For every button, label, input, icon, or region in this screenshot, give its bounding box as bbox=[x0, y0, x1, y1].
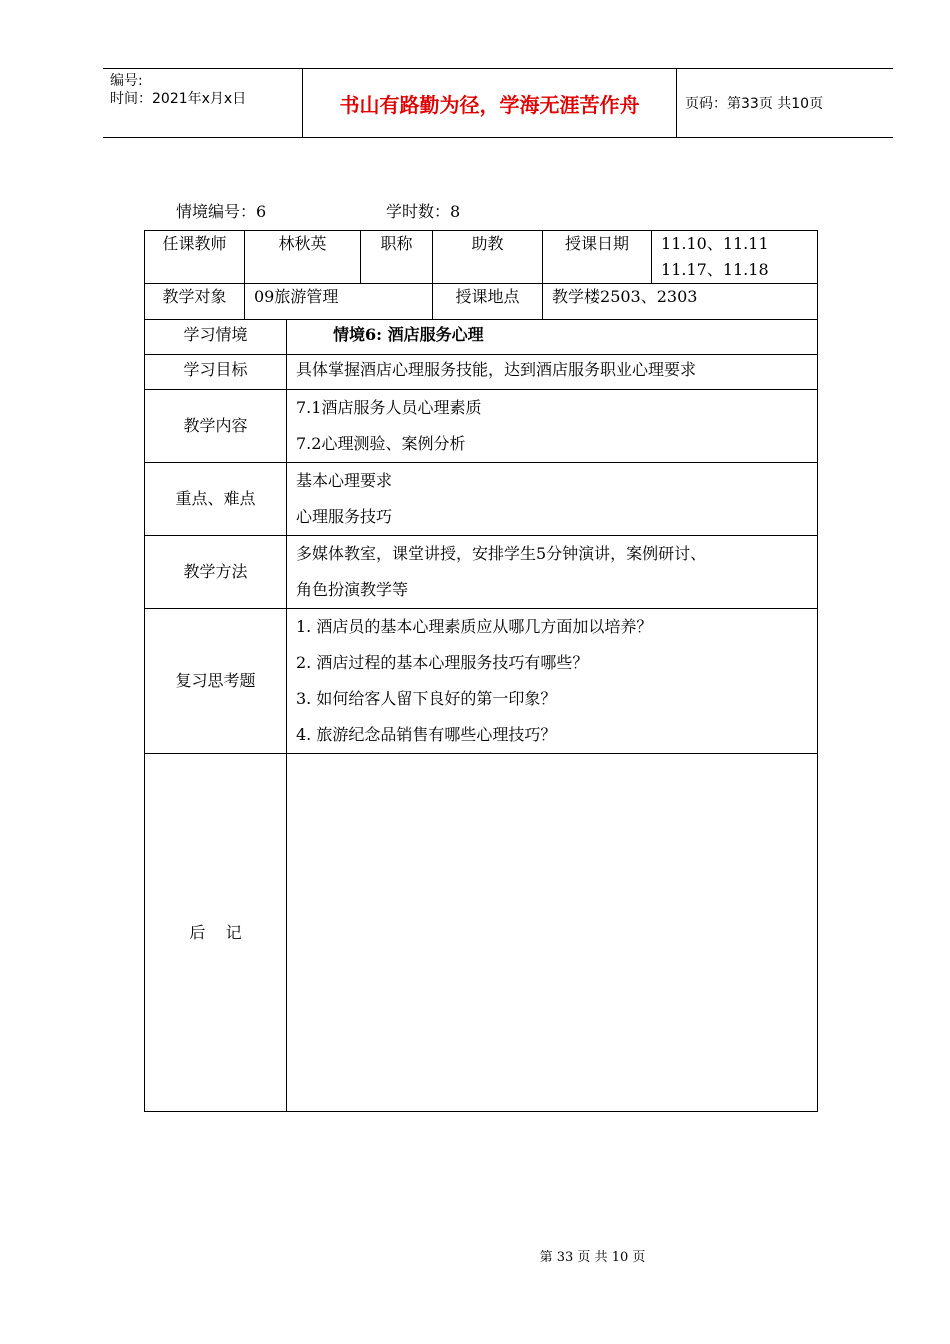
key-list bbox=[287, 463, 818, 536]
lesson-meta bbox=[176, 199, 461, 222]
page-header bbox=[103, 68, 893, 138]
date-value bbox=[652, 231, 818, 284]
key-label: 重点、难点 bbox=[145, 463, 287, 536]
lesson-hours: 学时数：8 bbox=[386, 202, 461, 221]
content-item: 7.2心理测验、案例分析 bbox=[296, 434, 466, 453]
time-label: 时间：2021年x月x日 bbox=[110, 91, 247, 107]
review-question: 3. 如何给客人留下良好的第一印象？ bbox=[296, 689, 557, 708]
number-label: 编号: bbox=[110, 73, 143, 89]
method-line: 角色扮演教学等 bbox=[296, 580, 409, 599]
content-label: 教学内容 bbox=[145, 390, 287, 463]
date-line: 11.10、11.11 bbox=[661, 234, 769, 253]
location-value: 教学楼2503、2303 bbox=[543, 284, 818, 320]
teacher-label: 任课教师 bbox=[145, 231, 245, 284]
notes-value bbox=[287, 754, 818, 1112]
location-label: 授课地点 bbox=[433, 284, 543, 320]
date-line: 11.17、11.18 bbox=[661, 260, 769, 279]
method-line: 多媒体教室，课堂讲授，安排学生5分钟演讲，案例研讨、 bbox=[296, 544, 707, 563]
target-value: 09旅游管理 bbox=[245, 284, 433, 320]
scenario-label: 学习情境 bbox=[145, 320, 287, 355]
teacher-value: 林秋英 bbox=[245, 231, 361, 284]
review-question: 1. 酒店员的基本心理素质应从哪几方面加以培养？ bbox=[296, 617, 653, 636]
header-page-info: 页码：第33页 共10页 bbox=[685, 96, 824, 112]
page-footer bbox=[0, 1246, 950, 1265]
footer-page-number: 第 33 页 共 10 页 bbox=[539, 1250, 646, 1265]
date-label: 授课日期 bbox=[543, 231, 652, 284]
method-label: 教学方法 bbox=[145, 536, 287, 609]
key-item: 基本心理要求 bbox=[296, 471, 393, 490]
title-value: 助教 bbox=[433, 231, 543, 284]
key-item: 心理服务技巧 bbox=[296, 507, 393, 526]
scenario-value: 情境6: 酒店服务心理 bbox=[287, 320, 818, 355]
method-value bbox=[287, 536, 818, 609]
review-question: 4. 旅游纪念品销售有哪些心理技巧？ bbox=[296, 725, 557, 744]
lesson-plan-table bbox=[144, 230, 818, 1112]
header-info bbox=[103, 69, 303, 137]
content-list bbox=[287, 390, 818, 463]
goal-value: 具体掌握酒店心理服务技能，达到酒店服务职业心理要求 bbox=[287, 355, 818, 390]
notes-label: 后 记 bbox=[145, 754, 287, 1112]
title-label: 职称 bbox=[361, 231, 433, 284]
goal-label: 学习目标 bbox=[145, 355, 287, 390]
review-label: 复习思考题 bbox=[145, 609, 287, 754]
header-motto: 书山有路勤为径，学海无涯苦作舟 bbox=[303, 69, 677, 137]
target-label: 教学对象 bbox=[145, 284, 245, 320]
review-list bbox=[287, 609, 818, 754]
content-item: 7.1酒店服务人员心理素质 bbox=[296, 398, 482, 417]
scenario-number: 情境编号：6 bbox=[176, 202, 267, 221]
review-question: 2. 酒店过程的基本心理服务技巧有哪些？ bbox=[296, 653, 589, 672]
